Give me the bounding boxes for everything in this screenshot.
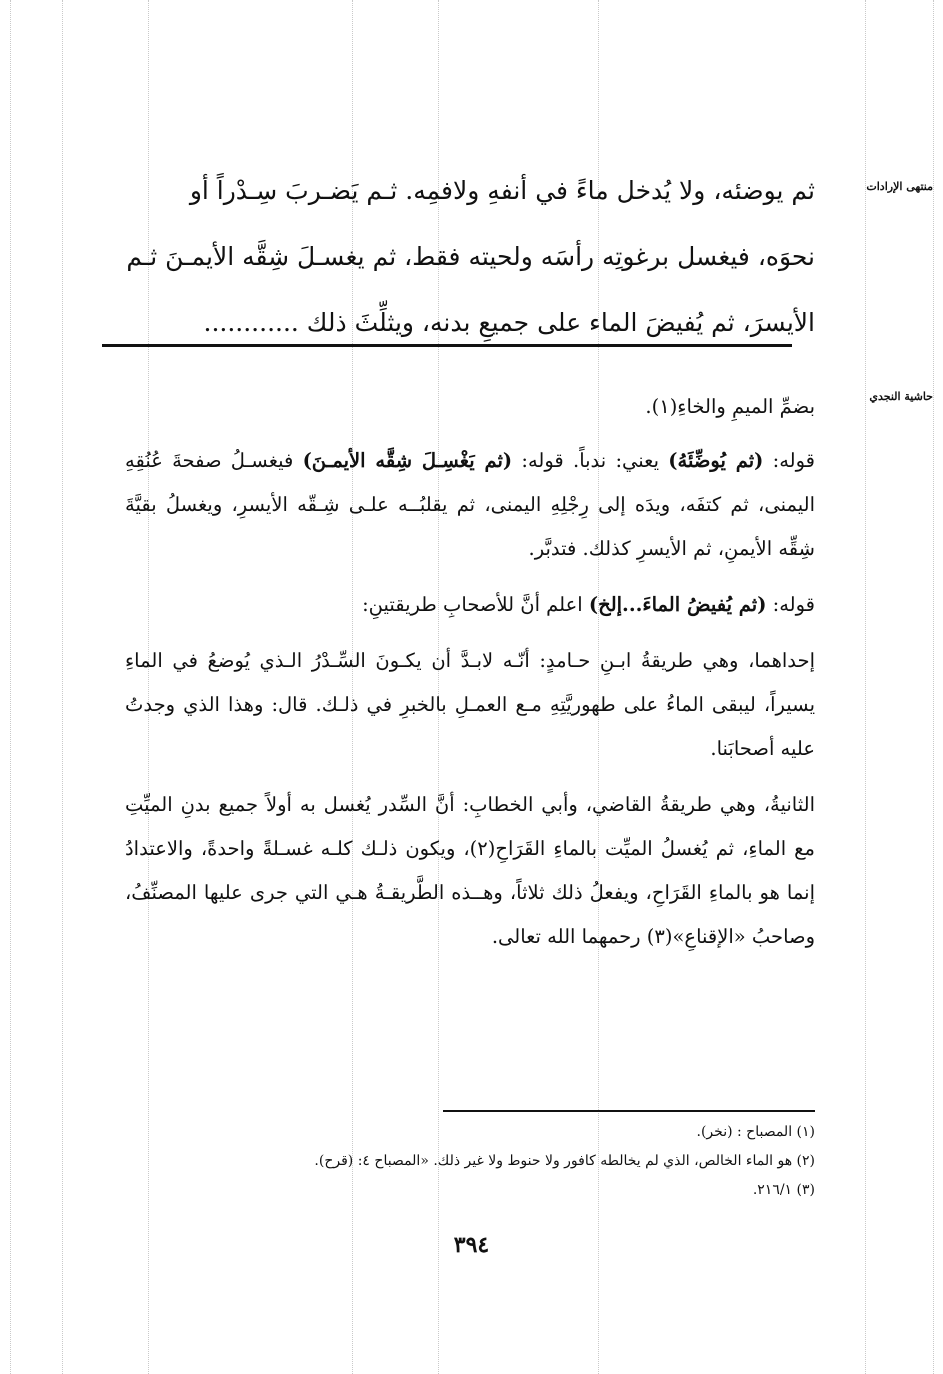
footnote: (٣) ٢١٦/١. <box>752 1182 815 1198</box>
footnote: (١) المصباح : (نخر). <box>696 1124 815 1140</box>
hashiya-paragraph <box>125 439 815 571</box>
matn-line: نحوَه، فيغسل برغوتِه رأسَه ولحيته فقط، ثم يغسـلَ شِقَّه الأيمـنَ ثـم <box>126 242 815 271</box>
scan-line <box>10 0 11 1374</box>
side-label-hashiya: حاشية النجدي <box>869 390 933 403</box>
paragraph-text: اعلم أنَّ للأصحابِ طريقتينِ: <box>362 593 589 616</box>
quote-intro: قوله: <box>763 449 816 472</box>
quoted-phrase: (ثم يُوضِّئَهُ) <box>668 449 764 472</box>
page-number: ٣٩٤ <box>453 1232 490 1258</box>
scan-line <box>865 0 866 1374</box>
scan-line <box>933 0 934 1374</box>
paragraph-text: يعني: ندباً. قوله: <box>512 449 669 472</box>
hashiya-text <box>125 385 815 971</box>
side-label-matn: منتهى الإرادات <box>866 180 933 193</box>
paragraph-text: فيغسـلُ صفحةَ عُنُقِهِ اليمنى، ثم كتفَه، ويدَه إلى رِجْلِهِ اليمنى، ثم يقلبُــه علـى شِـقّه الأيسرِ، ويغسلُ بقيَّةَ شِقِّه الأيمنِ، ثم الأيسرِ كذلك. فتدبَّر. <box>125 449 815 560</box>
quoted-phrase: (ثم يَغْسِـلَ شِقَّه الأيمـنَ) <box>302 449 513 472</box>
footnote: (٢) هو الماء الخالص، الذي لم يخالطه كافور ولا حنوط ولا غير ذلك. «المصباح ٤: (قرح). <box>314 1153 815 1169</box>
quoted-phrase: (ثم يُفيضُ الماءَ...إلخ) <box>588 593 767 616</box>
footnotes <box>125 1118 815 1205</box>
matn-text <box>125 158 815 356</box>
matn-line: ثم يوضئه، ولا يُدخل ماءً في أنفهِ ولافمِه. ثـم يَضـربَ سِـدْراً أو <box>189 176 815 205</box>
quote-intro: قوله: <box>766 593 815 616</box>
scan-line <box>62 0 63 1374</box>
footnote-separator <box>443 1110 815 1112</box>
section-divider <box>102 344 792 347</box>
matn-line: الأيسرَ، ثم يُفيضَ الماء على جميعِ بدنه، ويثلِّثَ ذلك ............ <box>203 308 815 337</box>
hashiya-paragraph: الثانيةُ، وهي طريقةُ القاضي، وأبي الخطابِ: أنَّ السِّدر يُغسل به أولاً جميع بدنِ الميِّتِ مع الماءِ، ثم يُغسلُ الميِّت بالماءِ القَرَاحِ(٢)، ويكون ذلـك كلـه غسـلةً واحدةً، والاعتدادُ إنما هو بالماءِ القَرَاحِ، ويفعلُ ذلك ثلاثاً، وهــذه الطَّريقـةُ هـي التي جرى عليها المصنِّفُ، وصاحبُ «الإقناعِ»(٣) رحمهما الله تعالى. <box>125 793 815 948</box>
hashiya-paragraph: إحداهما، وهي طريقةُ ابـنِ حـامدٍ: أنّـه لابـدَّ أن يكـونَ السِّـدْرُ الـذي يُوضعُ في الماءِ يسيراً، ليبقى الماءُ على طهوريَّتِهِ مـع العمـلِ بالخبرِ في ذلـك. قال: وهذا الذي وجدتُ عليه أصحابَنا. <box>125 649 815 760</box>
hashiya-paragraph <box>125 583 815 627</box>
hashiya-paragraph: بضمِّ الميمِ والخاءِ(١). <box>645 395 815 418</box>
